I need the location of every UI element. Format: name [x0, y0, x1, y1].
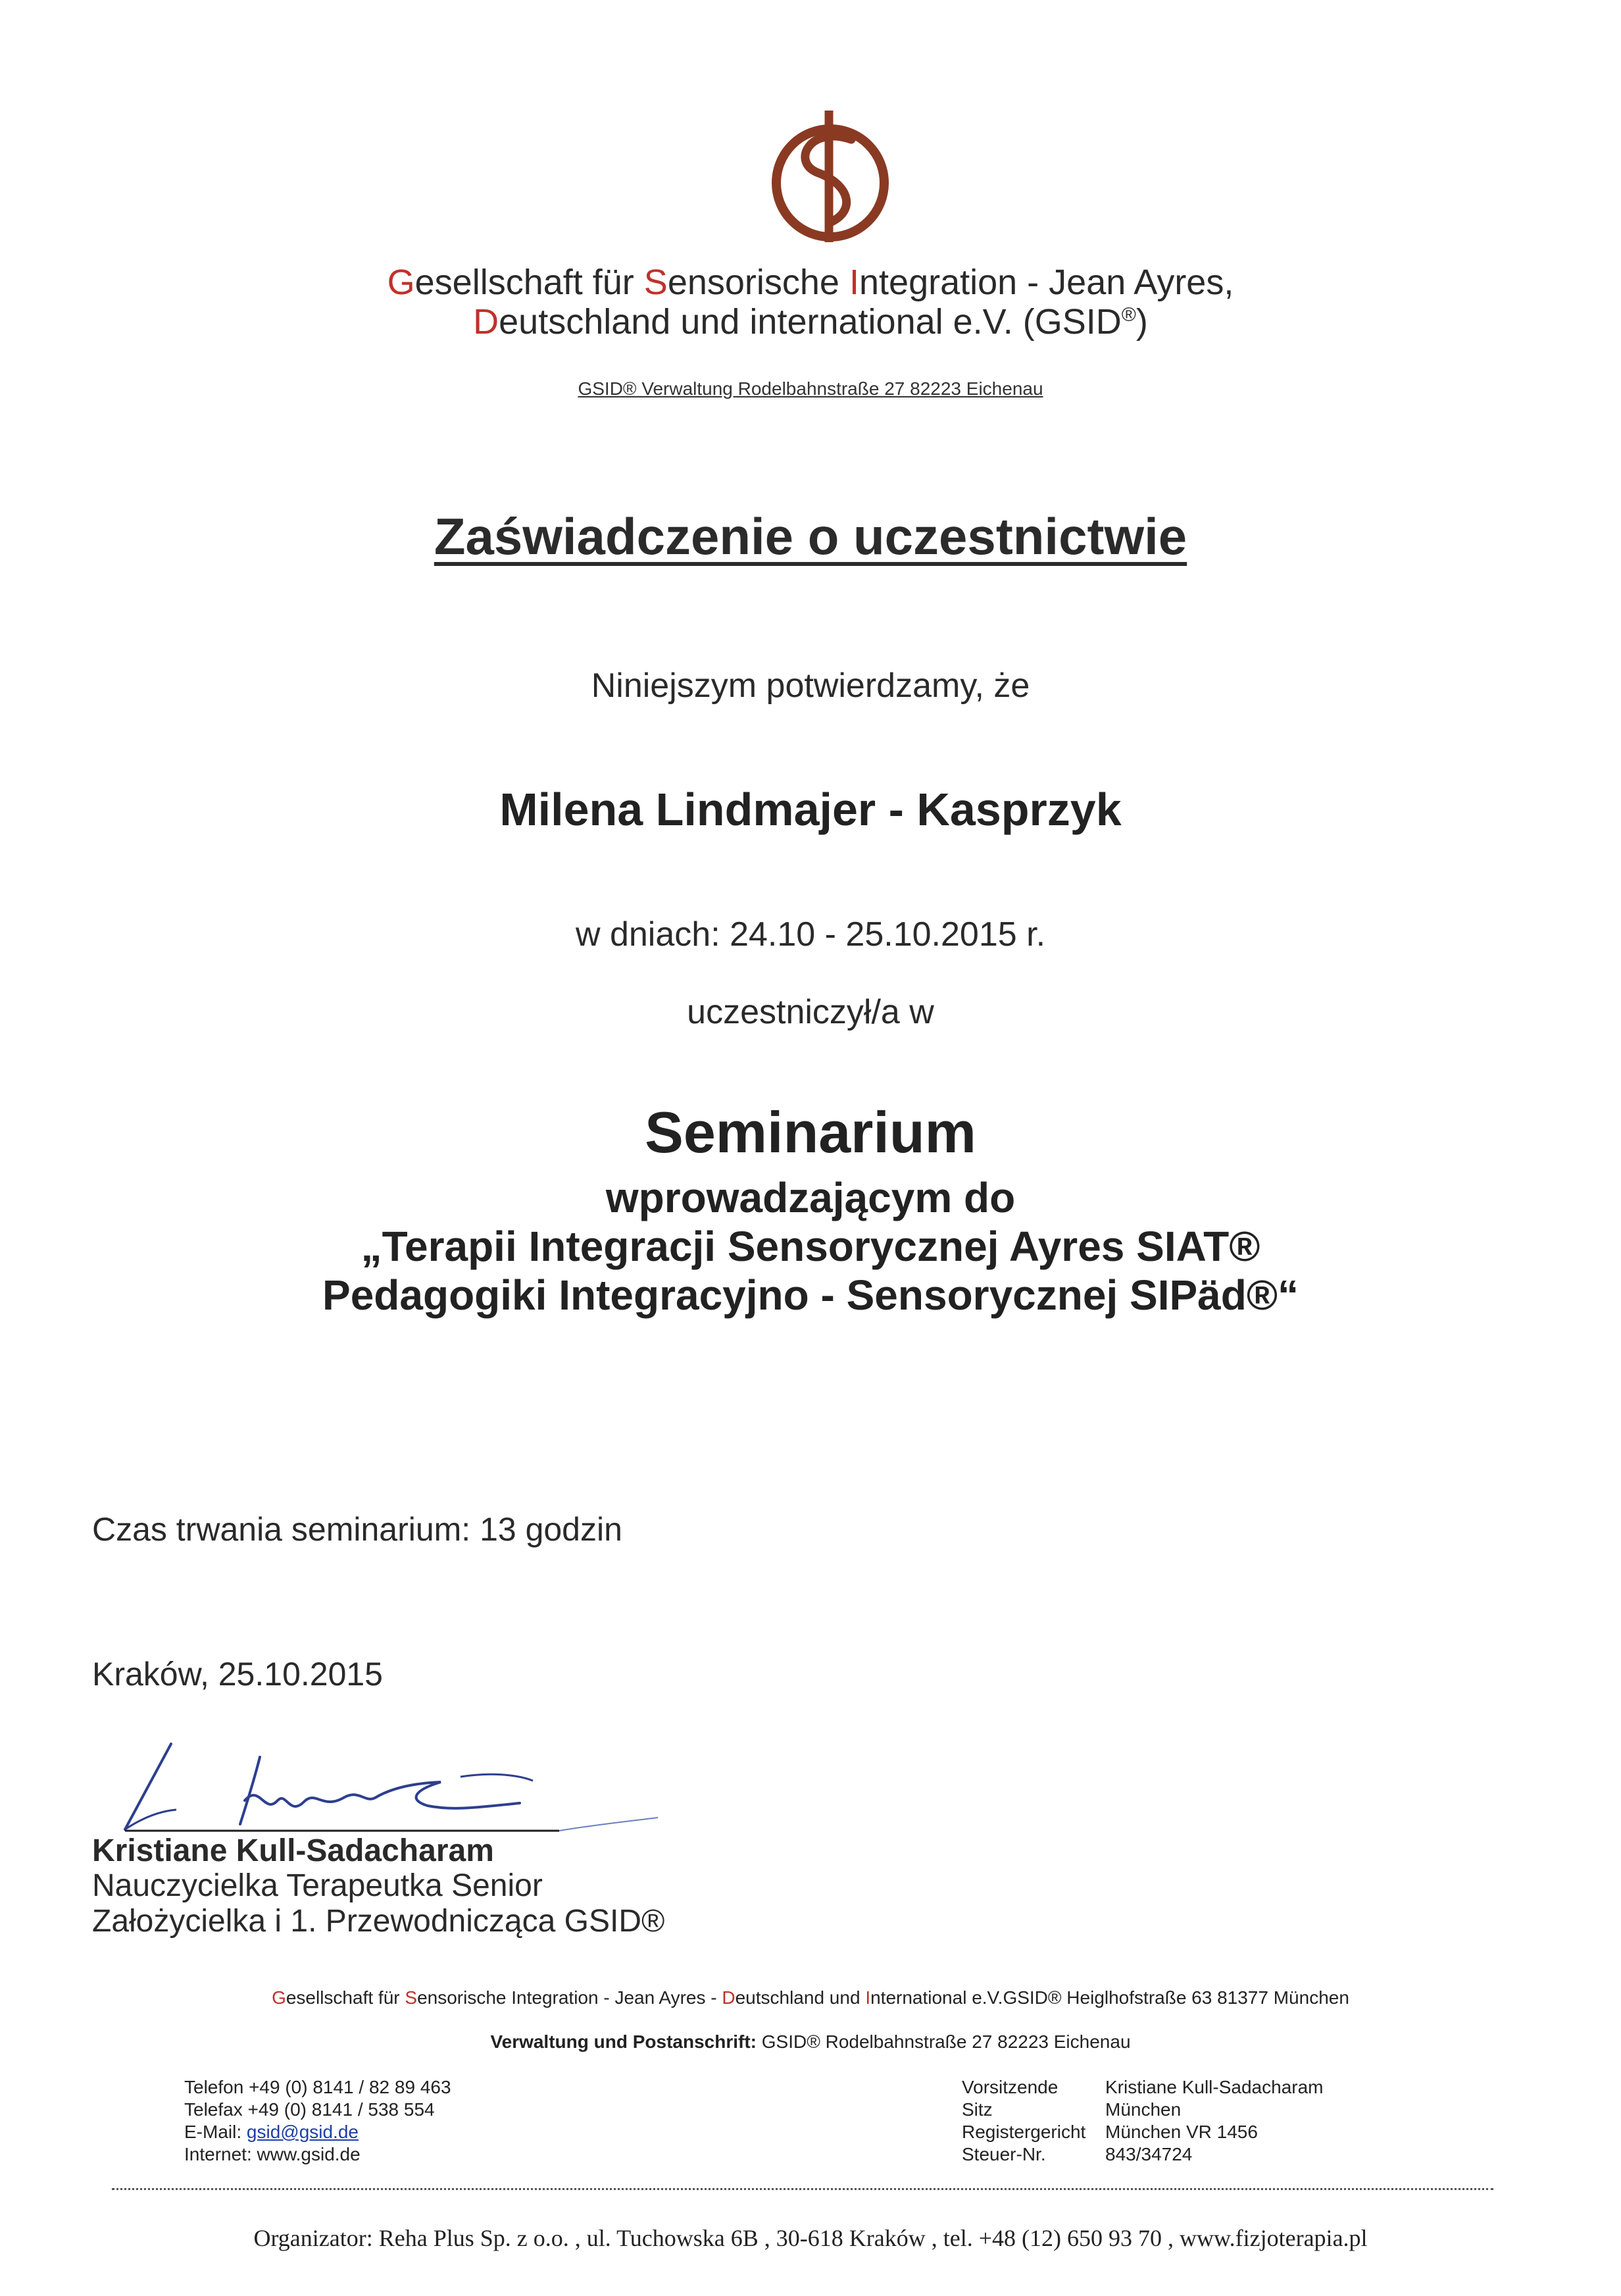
intro-text: Niniejszym potwierdzamy, że: [591, 667, 1030, 705]
participated-text: uczestniczył/a w: [687, 993, 934, 1031]
footer-postal-line: [0, 2031, 1621, 2053]
participant-name: Milena Lindmajer - Kasprzyk: [499, 784, 1122, 835]
text-part: eutschland und international e.V. (GSID: [499, 302, 1122, 342]
certificate-title: Zaświadczenie o uczestnictwie: [434, 507, 1187, 565]
handwritten-signature: [99, 1737, 664, 1836]
footer-postal-address: GSID® Rodelbahnstraße 27 82223 Eichenau: [756, 2031, 1131, 2052]
registry-value: 843/34724: [1105, 2144, 1193, 2164]
text-part: D: [722, 1987, 736, 2008]
text-part: G: [387, 263, 415, 302]
footer-divider: [112, 2188, 1493, 2190]
registry-value: München: [1105, 2099, 1182, 2120]
signatory-name: Kristiane Kull-Sadacharam: [92, 1833, 494, 1868]
contact-details: [184, 2076, 451, 2166]
text-part: nternational e.V.GSID® Heiglhofstraße 63 81377 München: [870, 1987, 1349, 2008]
registry-labels: [962, 2076, 1085, 2166]
signatory-role-2: Założycielka i 1. Przewodnicząca GSID®: [92, 1904, 665, 1939]
seminar-line-1: wprowadzającym do: [605, 1174, 1016, 1221]
gsid-logo: [764, 99, 896, 250]
organizer-line: Organizator: Reha Plus Sp. z o.o. , ul. Tuchowska 6B , 30-618 Kraków , tel. +48 (12) 650 93 70 , www.fizjoterapia.pl: [253, 2225, 1368, 2251]
text-part: S: [643, 263, 668, 302]
text-part: ensorische: [667, 263, 849, 302]
footer-postal-label: Verwaltung und Postanschrift:: [490, 2031, 757, 2052]
signatory-role-1: Nauczycielka Terapeutka Senior: [92, 1868, 543, 1903]
fax-number: Telefax +49 (0) 8141 / 538 554: [184, 2099, 435, 2120]
org-name-line2: [0, 301, 1621, 342]
text-part: S: [405, 1987, 418, 2008]
email-link[interactable]: gsid@gsid.de: [246, 2122, 359, 2142]
footer-org-line: [0, 1987, 1621, 2008]
website: Internet: www.gsid.de: [184, 2144, 361, 2164]
registry-value: München VR 1456: [1105, 2122, 1258, 2142]
text-part: D: [473, 302, 499, 342]
text-part: ntegration - Jean Ayres,: [859, 263, 1234, 302]
place-and-date: Kraków, 25.10.2015: [92, 1656, 383, 1693]
seminar-line-3: Pedagogiki Integracyjno - Sensorycznej SIPäd®“: [322, 1271, 1299, 1319]
text-part: eutschland und: [735, 1987, 866, 2008]
text-part: ensorische Integration - Jean Ayres -: [417, 1987, 722, 2008]
org-name-line1: [0, 262, 1621, 303]
registry-value: Kristiane Kull-Sadacharam: [1105, 2077, 1324, 2097]
seminar-dates: w dniach: 24.10 - 25.10.2015 r.: [575, 915, 1046, 954]
seminar-line-2: „Terapii Integracji Sensorycznej Ayres SIAT®: [361, 1223, 1260, 1270]
admin-address: GSID® Verwaltung Rodelbahnstraße 27 82223 Eichenau: [578, 378, 1043, 399]
text-part: G: [272, 1987, 286, 2008]
text-part: esellschaft für: [286, 1987, 405, 2008]
text-part: esellschaft für: [414, 263, 644, 302]
text-part: I: [865, 1987, 871, 2008]
registry-label: Sitz: [962, 2099, 993, 2120]
seminar-title: Seminarium: [645, 1100, 976, 1165]
phone-number: Telefon +49 (0) 8141 / 82 89 463: [184, 2077, 451, 2097]
registered-mark: ®: [1121, 304, 1136, 326]
registry-values: [1105, 2076, 1324, 2166]
registry-label: Registergericht: [962, 2122, 1086, 2142]
closing-paren: ): [1135, 302, 1148, 342]
email-label: E-Mail:: [184, 2122, 247, 2142]
registry-label: Steuer-Nr.: [962, 2144, 1046, 2164]
registry-label: Vorsitzende: [962, 2077, 1059, 2097]
seminar-duration: Czas trwania seminarium: 13 godzin: [92, 1511, 622, 1548]
text-part: I: [849, 263, 859, 302]
email-line: [184, 2121, 451, 2143]
